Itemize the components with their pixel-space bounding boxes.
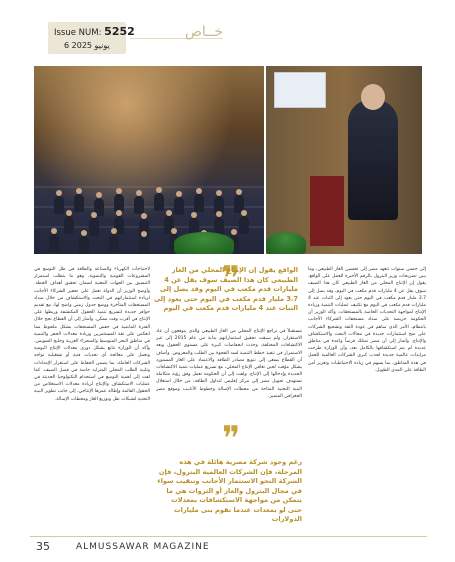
column-left: لاحتياجات الكهرباء والصناعة والطاقة في ظل التوسع في المشروعات القومية والتنموية، وهو ما يتطلب استمرار التنسيق بين الجهات المعنية لضمان تحقيق أهداف الخطة. وأوضح الوزير أن الدولة تعمل على تحفيز الشركاء الأجانب لزيادة استثماراتهم في البحث والاستكشاف من خلال سداد المستحقات المتأخرة ووضع جدول زمني واضح لها، مع تقديم حوافز جديدة لتسريع تنمية الحقول المكتشفة وربطها على الإنتاج في أقرب وقت ممكن. وأشار إلى أن القطاع نجح خلال الفترة الماضية في خفض المستحقات بشكل ملحوظ مما انعكس على ثقة المستثمرين وزيادة معدلات الحفر والتنمية في مناطق البحر المتوسط والصحراء الغربية وخليج السويس. وأكد أن الوزارة تتابع بشكل دوري معدلات الإنتاج اليومية وتعمل على معالجة أي تحديات فنية أو تشغيلية تواجه الشركات العاملة، بما يضمن الحفاظ على استقرار الإمدادات وتلبية الطلب المحلي المتزايد خاصة في فصل الصيف. كما لفت إلى أهمية التوسع في استخدام التكنولوجيا الحديثة في عمليات الاستكشاف والإنتاج لزيادة معدلات الاستخلاص من الحقول القائمة وإطالة عمرها الإنتاجي، إلى جانب تطوير البنية التحتية لشبكات نقل وتوزيع الغاز ومحطات الإسالة. [34, 267, 150, 402]
issue-label: Issue NUM: [54, 28, 102, 38]
issue-number: 5252 [104, 25, 135, 38]
column-right: إلى خمس سنوات تتعهد مصر إلى تحسين الغاز الطبيعي، وما يبين تصريحات وزير البترول بالرقم الأخيرة للعمل على الواقع. يقول إن الإنتاج المحلي من الغاز الطبيعي كان هذا الصيف سوف يقل عن 4 مليارات قدم مكعب في اليوم، وقد يصل إلى 3.7 مليار قدم مكعب في اليوم حتى يعود إلى الثبات عند 4 مليارات قدم مكعب في اليوم مع تكثيف عمليات التنمية وزيادة الإنتاج لمواجهة التحديات الخاصة بالمستحقات. وأكد الوزير أن الحكومة حريصة على سداد مستحقات الشركاء الأجانب بانتظام، الأمر الذي ساهم في عودة الثقة وتشجيع الشركات على ضخ استثمارات جديدة في مجالات البحث والاستكشاف والإنتاج. وأشار إلى أن مصر تمتلك فرصاً واعدة في مناطق عديدة لم يتم استكشافها بالكامل بعد، وأن الوزارة طرحت مزايدات عالمية جديدة لجذب كبرى الشركات العالمية للعمل في هذه المناطق، بما يسهم في زيادة الاحتياطيات وتعزيز أمن الطاقة على المدى الطويل. [308, 267, 426, 373]
pull-quote-lower: رغم وجود شركة مصرية هائلة في هذه المرحلة، فإن الشركات العالمية البترول، فإن الشركة النحو الاستثمار الأجانب وتنقيب سواء في مجال البترول والغاز أو الثروات هي ما يتمكن من مواجهة الاستكشافات بمعدلات حتى لو بمعدات عندما تقوم بنى مليارات الدولارات [157, 458, 302, 523]
speaker-photo [266, 66, 422, 254]
quote-mark-icon: ❞ [222, 259, 241, 299]
speaker-head [361, 84, 385, 110]
presentation-screen [274, 72, 326, 108]
footer-rule [30, 536, 427, 537]
issue-badge [48, 22, 135, 54]
quote-mark-icon: ❞ [222, 419, 241, 459]
podium [310, 176, 344, 246]
conference-audience-photo [34, 66, 264, 254]
page-number: 35 [36, 540, 50, 553]
section-title: خــاص [184, 24, 223, 40]
magazine-name: ALMUSSAWAR MAGAZINE [76, 542, 210, 552]
issue-number-line [54, 25, 135, 38]
speaker-figure [348, 100, 398, 220]
issue-date: 6 يونيو 2025 [64, 41, 110, 50]
pull-quote-upper: الواقع يقول إن الإنتاج المحلي من الغاز الطبيعي كان هذا الصيف سوف يقل عن 4 مليارات قدم مكعب في اليوم وقد يصل إلى 3.7 مليار قدم مكعب في اليوم حتى يعود إلى الثبات عند 4 مليارات قدم مكعب في اليوم [154, 266, 298, 312]
column-middle: مستقبلاً في تراجع الإنتاج المحلي من الغاز الطبيعي والذي يتوقعون أن عاد الاستقرار، ولم سبقت تحقيق استثماراتهم بداية من عام 2015 إلى عبر الاكتشافات المختلفة، وحدث انخفاضات كبيرة على مستوى الحقول وبعد الاستمرار في تنفيذ خطط التنمية لسد الفجوة بين الطلب والمعروض. وأضاف أن القطاع يسعى إلى تنويع مصادر الطاقة والاعتماد على الغاز المستورد بشكل مؤقت لحين تعافي الإنتاج المحلي، مع تسريع عمليات تنمية الاكتشافات الجديدة وإدخالها إلى الإنتاج. ولفت إلى أن الحكومة تعمل وفق رؤية متكاملة تستهدف تحويل مصر إلى مركز إقليمي لتداول الطاقة، من خلال استغلال البنية التحتية المتاحة من محطات الإسالة وخطوط الأنابيب وموقع مصر الجغرافي المتميز. [156, 329, 302, 399]
